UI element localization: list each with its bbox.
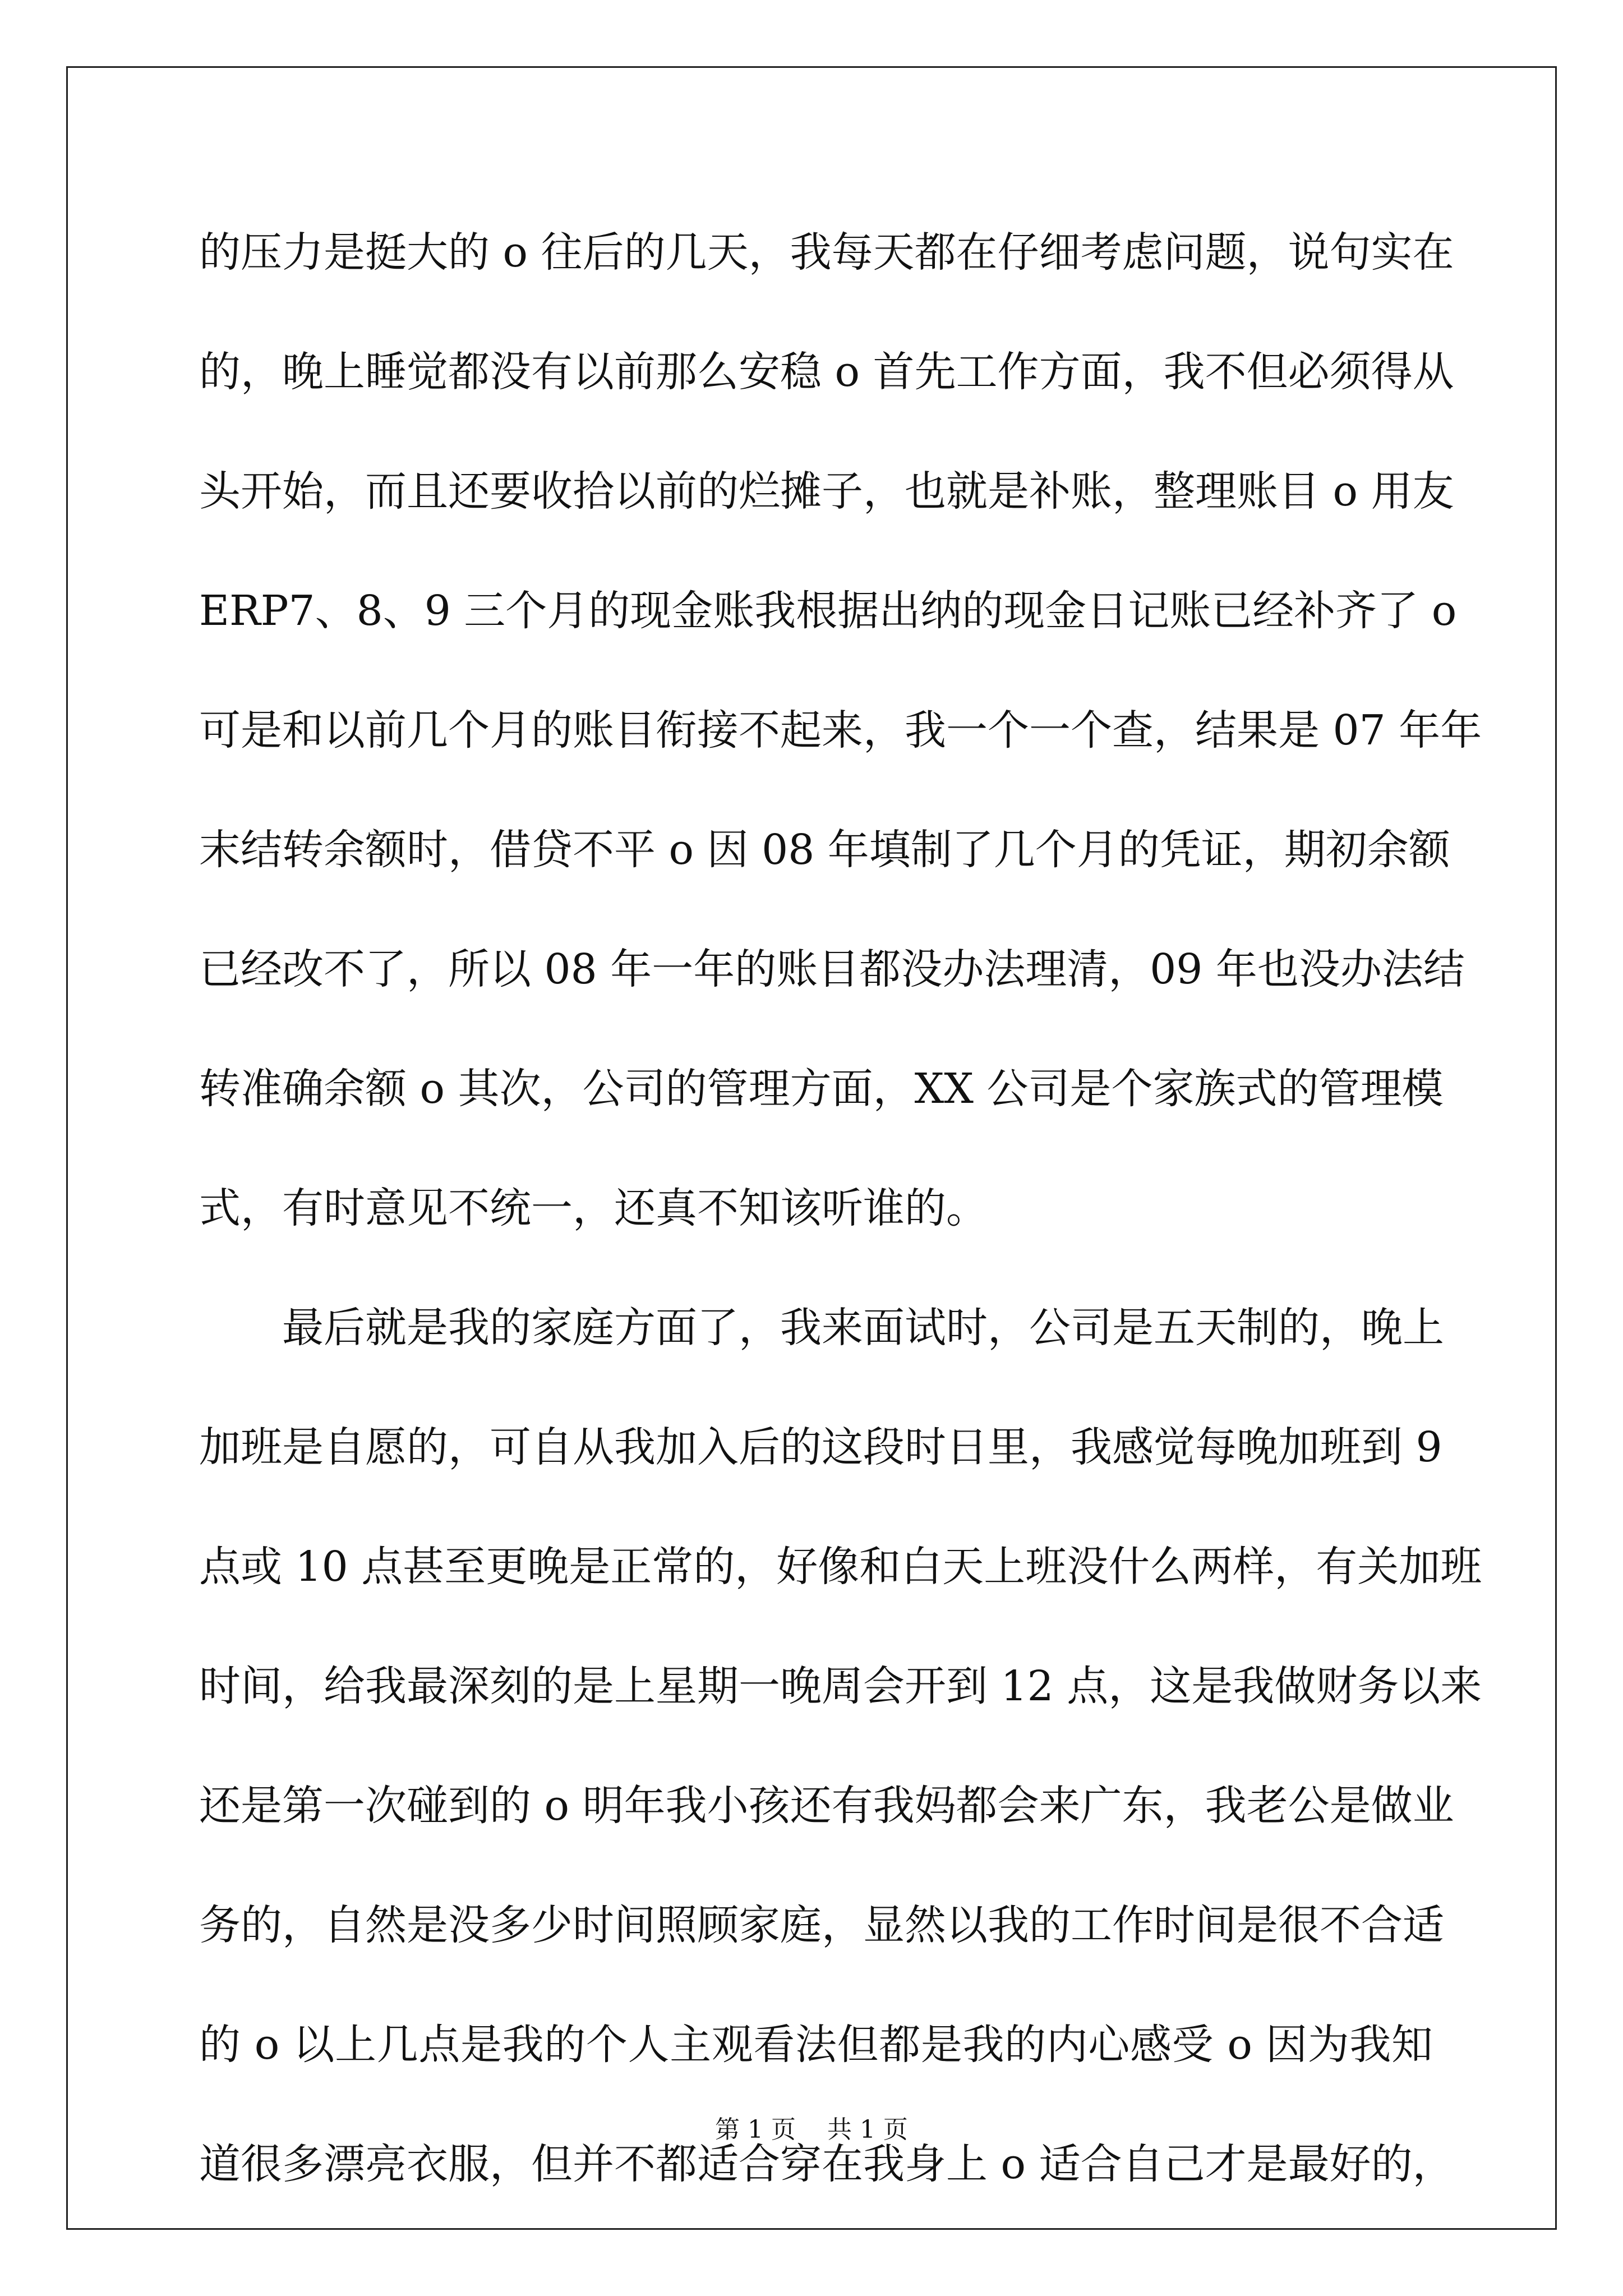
paragraph-2: [199, 1277, 1482, 2233]
text-line: 时间，给我最深刻的是上星期一晚周会开到 12 点，这是我做财务以来: [199, 1662, 1482, 1710]
text-line: 转准确余额 o 其次，公司的管理方面，XX 公司是个家族式的管理模: [199, 1065, 1444, 1113]
text-line: 末结转余额时，借贷不平 o 因 08 年填制了几个月的凭证，期初余额: [199, 826, 1450, 874]
paragraph-1: [199, 202, 1482, 1277]
page-footer: [0, 2109, 1623, 2145]
text-line: 的 o 以上几点是我的个人主观看法但都是我的内心感受 o 因为我知: [199, 2021, 1433, 2069]
document-body: [199, 202, 1482, 2233]
text-line: 最后就是我的家庭方面了，我来面试时，公司是五天制的，晚上: [282, 1304, 1444, 1352]
text-line: 的压力是挺大的 o 往后的几天，我每天都在仔细考虑问题，说句实在: [199, 228, 1454, 277]
text-line: 点或 10 点甚至更晚是正常的，好像和白天上班没什么两样，有关加班: [199, 1543, 1482, 1591]
text-line: 还是第一次碰到的 o 明年我小孩还有我妈都会来广东，我老公是做业: [199, 1782, 1454, 1830]
text-line: 式，有时意见不统一，还真不知该听谁的。: [199, 1184, 988, 1232]
page-total: 共 1 页: [827, 2115, 908, 2144]
text-line: 的，晚上睡觉都没有以前那么安稳 o 首先工作方面，我不但必须得从: [199, 348, 1454, 396]
text-line: 可是和以前几个月的账目衔接不起来，我一个一个查，结果是 07 年年: [199, 706, 1482, 754]
text-line: 加班是自愿的，可自从我加入后的这段时日里，我感觉每晚加班到 9: [199, 1423, 1442, 1471]
text-line: 道很多漂亮衣服，但并不都适合穿在我身上 o 适合自己才是最好的，: [199, 2140, 1454, 2188]
text-line: 务的，自然是没多少时间照顾家庭，显然以我的工作时间是很不合适: [199, 1901, 1444, 1949]
page-number: 第 1 页: [715, 2115, 796, 2144]
text-line: 头开始，而且还要收拾以前的烂摊子，也就是补账，整理账目 o 用友: [199, 467, 1454, 516]
text-line: 已经改不了，所以 08 年一年的账目都没办法理清，09 年也没办法结: [199, 945, 1465, 993]
text-line: ERP7、8、9 三个月的现金账我根据出纳的现金日记账已经补齐了 o: [199, 587, 1457, 635]
